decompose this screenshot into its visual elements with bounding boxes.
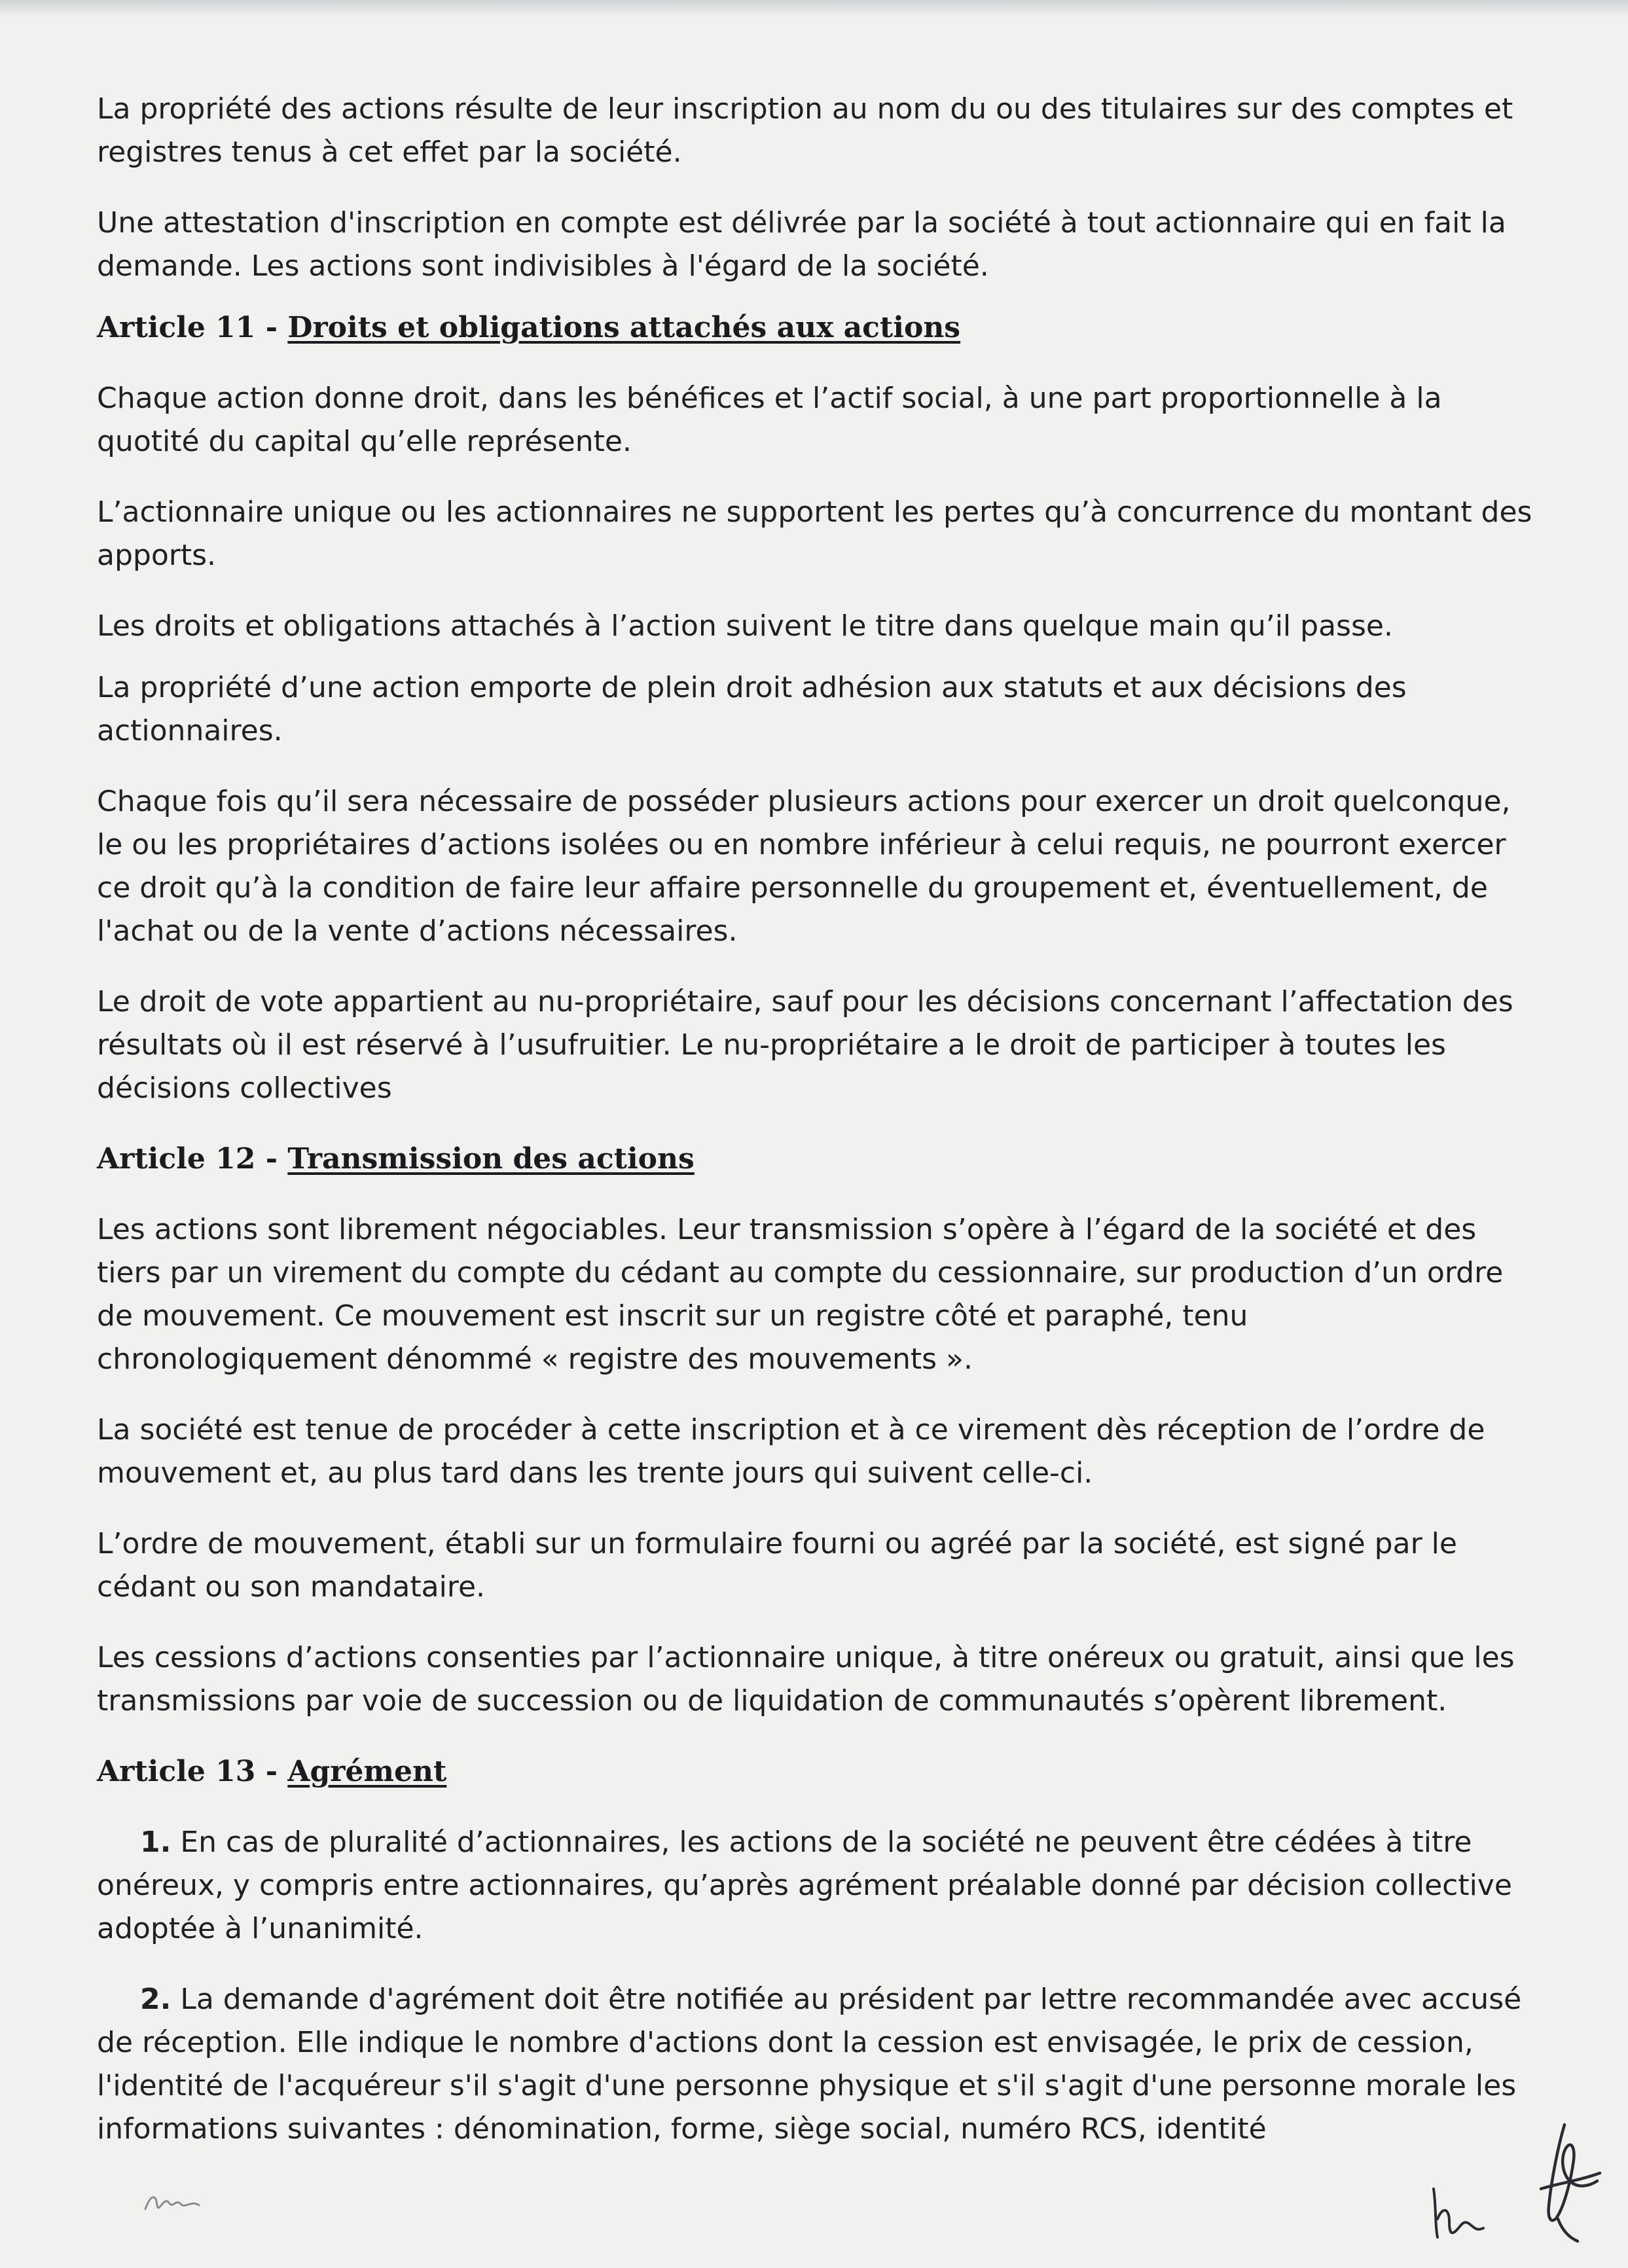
paragraph: Le droit de vote appartient au nu-propriétaire, sauf pour les décisions concernant l’affectation des résultats où il est réservé à l’usufruitier. Le nu-propriétaire a le droit de participer à toutes les décisions collectives [97, 985, 1513, 1105]
paragraph: Une attestation d'inscription en compte est délivrée par la société à tout actionnaire qui en fait la demande. Les actions sont indivisibles à l'égard de la société. [97, 206, 1506, 283]
item-number: 1. [140, 1826, 172, 1859]
article-11-heading [97, 306, 1537, 350]
paragraph: L’actionnaire unique ou les actionnaires ne supportent les pertes qu’à concurrence du montant des apports. [97, 495, 1532, 572]
signature-mark [1532, 2121, 1604, 2245]
article-13-heading [97, 1750, 1537, 1793]
document-body [97, 88, 1537, 2151]
initials-mark-left [141, 2183, 213, 2222]
article-12-heading [97, 1138, 1537, 1181]
paragraph: Les cessions d’actions consenties par l’actionnaire unique, à titre onéreux ou gratuit, ainsi que les transmissions par voie de succession ou de liquidation de communautés s’opèrent librement. [97, 1641, 1515, 1718]
article-label: Article 12 - [97, 1142, 288, 1176]
article-title: Droits et obligations attachés aux actions [287, 311, 961, 344]
paragraph: Chaque fois qu’il sera nécessaire de posséder plusieurs actions pour exercer un droit quelconque, le ou les propriétaires d’actions isolées ou en nombre inférieur à celui requis, ne pourront exercer ce droit qu’à la condition de faire leur affaire personnelle du groupement et, éventuellement, de l'achat ou de la vente d’actions nécessaires. [97, 785, 1511, 948]
paragraph: La propriété d’une action emporte de plein droit adhésion aux statuts et aux décisions des actionnaires. [97, 671, 1407, 747]
initials-mark-right [1427, 2180, 1499, 2245]
scan-top-edge [0, 0, 1628, 17]
article-label: Article 13 - [97, 1755, 288, 1788]
paragraph: La société est tenue de procéder à cette inscription et à ce virement dès réception de l’ordre de mouvement et, au plus tard dans les trente jours qui suivent celle-ci. [97, 1413, 1485, 1490]
paragraph: Les actions sont librement négociables. Leur transmission s’opère à l’égard de la société et des tiers par un virement du compte du cédant au compte du cessionnaire, sur production d’un ordre de mouvement. Ce mouvement est inscrit sur un registre côté et paraphé, tenu chronologiquement dénommé « registre des mouvements ». [97, 1213, 1504, 1376]
article-title: Transmission des actions [287, 1142, 695, 1176]
article-label: Article 11 - [97, 311, 288, 344]
paragraph: Chaque action donne droit, dans les bénéfices et l’actif social, à une part proportionnelle à la quotité du capital qu’elle représente. [97, 382, 1442, 458]
paragraph: Les droits et obligations attachés à l’action suivent le titre dans quelque main qu’il passe. [97, 609, 1393, 643]
numbered-paragraph [97, 1821, 1537, 1951]
item-text: En cas de pluralité d’actionnaires, les actions de la société ne peuvent être cédées à titre onéreux, y compris entre actionnaires, qu’après agrément préalable donné par décision collective adoptée à l’unanimité. [97, 1826, 1512, 1945]
numbered-paragraph [97, 1978, 1537, 2151]
item-number: 2. [140, 1983, 172, 2016]
item-text: La demande d'agrément doit être notifiée au président par lettre recommandée avec accusé de réception. Elle indique le nombre d'actions dont la cession est envisagée, le prix de cession, l'identité de l'acquéreur s'il s'agit d'une personne physique et s'il s'agit d'une personne morale les informations suivantes : dénomination, forme, siège social, numéro RCS, identité [97, 1983, 1522, 2146]
article-title: Agrément [287, 1755, 447, 1788]
paragraph: La propriété des actions résulte de leur inscription au nom du ou des titulaires sur des comptes et registres tenus à cet effet par la société. [97, 92, 1513, 169]
paragraph: L’ordre de mouvement, établi sur un formulaire fourni ou agréé par la société, est signé par le cédant ou son mandataire. [97, 1527, 1457, 1604]
